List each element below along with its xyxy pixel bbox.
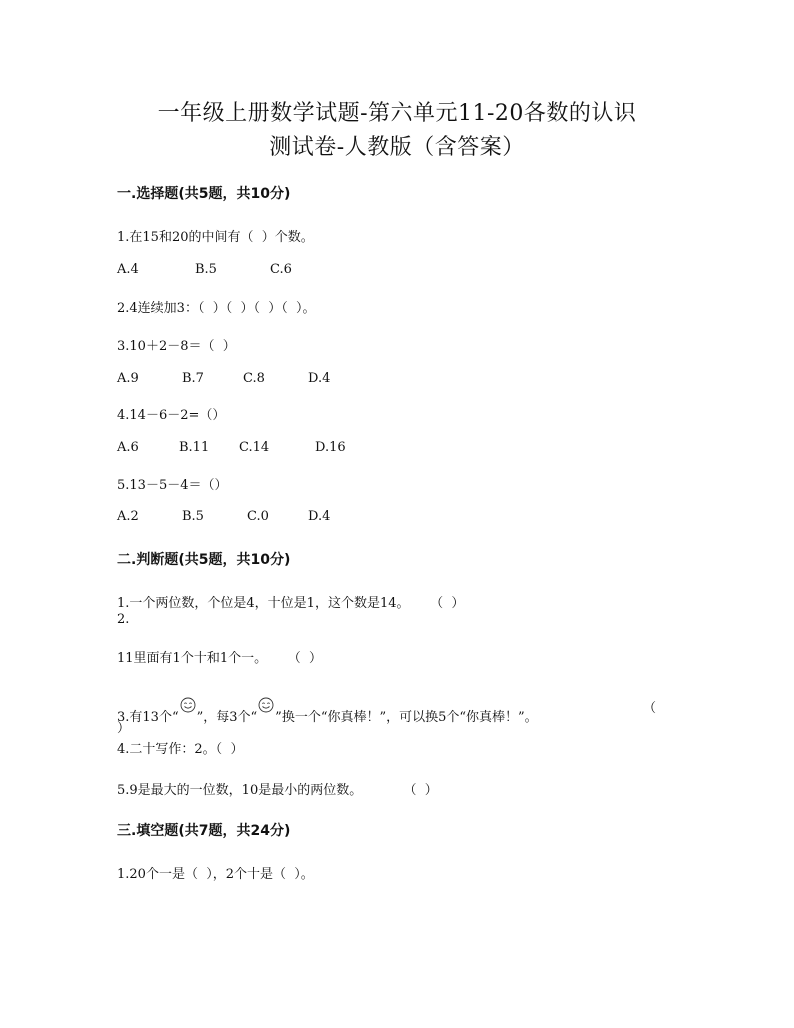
choice-question-4: 4.14－6－2=（） (117, 408, 226, 423)
option-d: D.4 (308, 371, 331, 386)
option-c: C.6 (270, 262, 292, 277)
choice-question-2: 2.4连续加3：（ ）（ ）（ ）（ ）。 (117, 301, 316, 316)
smiley-face-icon (180, 697, 196, 713)
section-heading-judge: 二.判断题(共5题，共10分) (117, 552, 291, 568)
judge-question-2: 11里面有1个十和1个一。 （ ） (117, 651, 323, 666)
judge-question-3 (117, 697, 538, 725)
judge-question-4: 4.二十写作：2。（ ） (117, 742, 244, 757)
judge-question-5: 5.9是最大的一位数，10是最小的两位数。 （ ） (117, 783, 438, 798)
option-d: D.4 (308, 509, 331, 524)
section-heading-fill: 三.填空题(共7题，共24分) (117, 823, 291, 839)
option-b: B.11 (179, 440, 210, 455)
page-title-line1: 一年级上册数学试题-第六单元11-20各数的认识 (157, 101, 637, 126)
choice-question-1: 1.在15和20的中间有（ ）个数。 (117, 230, 314, 245)
option-d: D.16 (315, 440, 346, 455)
option-a: A.2 (117, 509, 139, 524)
fill-question-1: 1.20个一是（ ），2个十是（ ）。 (117, 867, 314, 882)
judge-q3-paren-close: ） (117, 721, 131, 736)
option-a: A.4 (117, 262, 139, 277)
option-c: C.0 (247, 509, 269, 524)
smiley-face-icon (258, 697, 274, 713)
judge-question-1: 1.一个两位数，个位是4，十位是1，这个数是14。 （ ） (117, 596, 465, 611)
option-a: A.6 (117, 440, 139, 455)
option-a: A.9 (117, 371, 139, 386)
judge-q3-part-a: 3.有13个“ (117, 710, 179, 725)
judge-question-2-number: 2. (117, 612, 130, 627)
option-b: B.5 (195, 262, 217, 277)
choice-question-5: 5.13－5－4＝（） (117, 478, 228, 493)
judge-q3-part-c: ”换一个“你真棒！”，可以换5个“你真棒！”。 (275, 710, 538, 725)
page-title-line2: 测试卷-人教版（含答案） (269, 135, 525, 160)
judge-q3-paren-open: （ (643, 701, 657, 716)
option-c: C.8 (243, 371, 265, 386)
option-b: B.5 (182, 509, 204, 524)
section-heading-choice: 一.选择题(共5题，共10分) (117, 186, 291, 202)
judge-q3-part-b: ”，每3个“ (196, 710, 258, 725)
choice-question-3: 3.10＋2－8＝（ ） (117, 339, 236, 354)
option-b: B.7 (182, 371, 204, 386)
option-c: C.14 (239, 440, 270, 455)
